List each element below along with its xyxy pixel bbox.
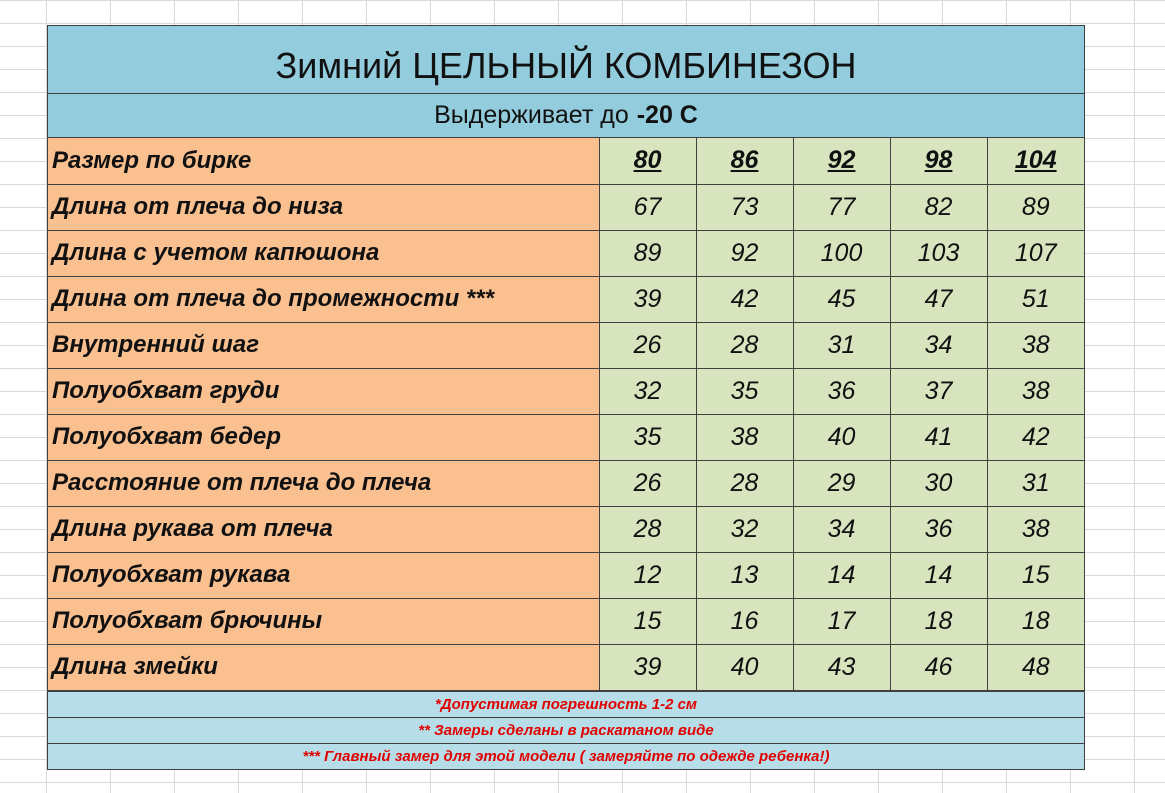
measurement-cell: 36 (890, 506, 987, 552)
page-title: Зимний ЦЕЛЬНЫЙ КОМБИНЕЗОН (48, 26, 1084, 94)
measurement-cell: 31 (793, 322, 890, 368)
measurement-cell: 38 (987, 368, 1084, 414)
measurement-cell: 77 (793, 184, 890, 230)
measurement-cell: 39 (599, 276, 696, 322)
measurement-cell: 40 (696, 644, 793, 690)
row-label: Полуобхват груди (48, 368, 599, 414)
measurement-cell: 15 (599, 598, 696, 644)
measurement-cell: 15 (987, 552, 1084, 598)
row-label: Длина от плеча до низа (48, 184, 599, 230)
row-label: Длина змейки (48, 644, 599, 690)
size-header: 104 (987, 138, 1084, 184)
header-label: Размер по бирке (48, 138, 599, 184)
table-row (48, 230, 1084, 276)
measurement-cell: 35 (696, 368, 793, 414)
measurement-cell: 16 (696, 598, 793, 644)
size-table-body (48, 138, 1084, 690)
measurement-cell: 32 (696, 506, 793, 552)
measurement-cell: 38 (987, 506, 1084, 552)
measurement-cell: 51 (987, 276, 1084, 322)
subtitle-text: Выдерживает до (434, 101, 629, 129)
table-row (48, 598, 1084, 644)
table-header-row (48, 138, 1084, 184)
measurement-cell: 67 (599, 184, 696, 230)
measurement-cell: 30 (890, 460, 987, 506)
measurement-cell: 46 (890, 644, 987, 690)
measurement-cell: 82 (890, 184, 987, 230)
row-label: Длина от плеча до промежности *** (48, 276, 599, 322)
measurement-cell: 40 (793, 414, 890, 460)
measurement-cell: 28 (599, 506, 696, 552)
measurement-cell: 29 (793, 460, 890, 506)
size-table (48, 138, 1084, 691)
row-label: Полуобхват бедер (48, 414, 599, 460)
row-label: Полуобхват брючины (48, 598, 599, 644)
measurement-cell: 18 (890, 598, 987, 644)
measurement-cell: 107 (987, 230, 1084, 276)
notes (48, 691, 1084, 769)
table-row (48, 184, 1084, 230)
measurement-cell: 35 (599, 414, 696, 460)
measurement-cell: 26 (599, 460, 696, 506)
measurement-cell: 92 (696, 230, 793, 276)
row-label: Расстояние от плеча до плеча (48, 460, 599, 506)
measurement-cell: 34 (793, 506, 890, 552)
measurement-cell: 45 (793, 276, 890, 322)
size-header: 80 (599, 138, 696, 184)
measurement-cell: 89 (599, 230, 696, 276)
size-header: 98 (890, 138, 987, 184)
measurement-cell: 37 (890, 368, 987, 414)
row-label: Полуобхват рукава (48, 552, 599, 598)
measurement-cell: 12 (599, 552, 696, 598)
size-header: 86 (696, 138, 793, 184)
measurement-cell: 89 (987, 184, 1084, 230)
measurement-cell: 31 (987, 460, 1084, 506)
measurement-cell: 26 (599, 322, 696, 368)
row-label: Внутренний шаг (48, 322, 599, 368)
measurement-cell: 13 (696, 552, 793, 598)
table-row (48, 322, 1084, 368)
table-row (48, 552, 1084, 598)
table-row (48, 460, 1084, 506)
measurement-cell: 103 (890, 230, 987, 276)
measurement-cell: 36 (793, 368, 890, 414)
measurement-cell: 32 (599, 368, 696, 414)
measurement-cell: 14 (890, 552, 987, 598)
measurement-cell: 34 (890, 322, 987, 368)
measurement-cell: 38 (987, 322, 1084, 368)
row-label: Длина рукава от плеча (48, 506, 599, 552)
measurement-cell: 43 (793, 644, 890, 690)
measurement-cell: 41 (890, 414, 987, 460)
table-row (48, 414, 1084, 460)
table-row (48, 644, 1084, 690)
footnote: ** Замеры сделаны в раскатаном виде (48, 717, 1084, 743)
footnote: *** Главный замер для этой модели ( замеряйте по одежде ребенка!) (48, 743, 1084, 769)
size-header: 92 (793, 138, 890, 184)
measurement-cell: 18 (987, 598, 1084, 644)
measurement-cell: 48 (987, 644, 1084, 690)
measurement-cell: 47 (890, 276, 987, 322)
table-row (48, 506, 1084, 552)
size-chart (47, 25, 1085, 770)
measurement-cell: 100 (793, 230, 890, 276)
table-row (48, 276, 1084, 322)
table-row (48, 368, 1084, 414)
measurement-cell: 28 (696, 322, 793, 368)
footnote: *Допустимая погрешность 1-2 см (48, 691, 1084, 717)
row-label: Длина с учетом капюшона (48, 230, 599, 276)
subtitle (48, 94, 1084, 138)
subtitle-temperature: -20 С (636, 101, 698, 129)
measurement-cell: 39 (599, 644, 696, 690)
measurement-cell: 42 (987, 414, 1084, 460)
measurement-cell: 28 (696, 460, 793, 506)
measurement-cell: 73 (696, 184, 793, 230)
measurement-cell: 42 (696, 276, 793, 322)
measurement-cell: 38 (696, 414, 793, 460)
measurement-cell: 17 (793, 598, 890, 644)
measurement-cell: 14 (793, 552, 890, 598)
